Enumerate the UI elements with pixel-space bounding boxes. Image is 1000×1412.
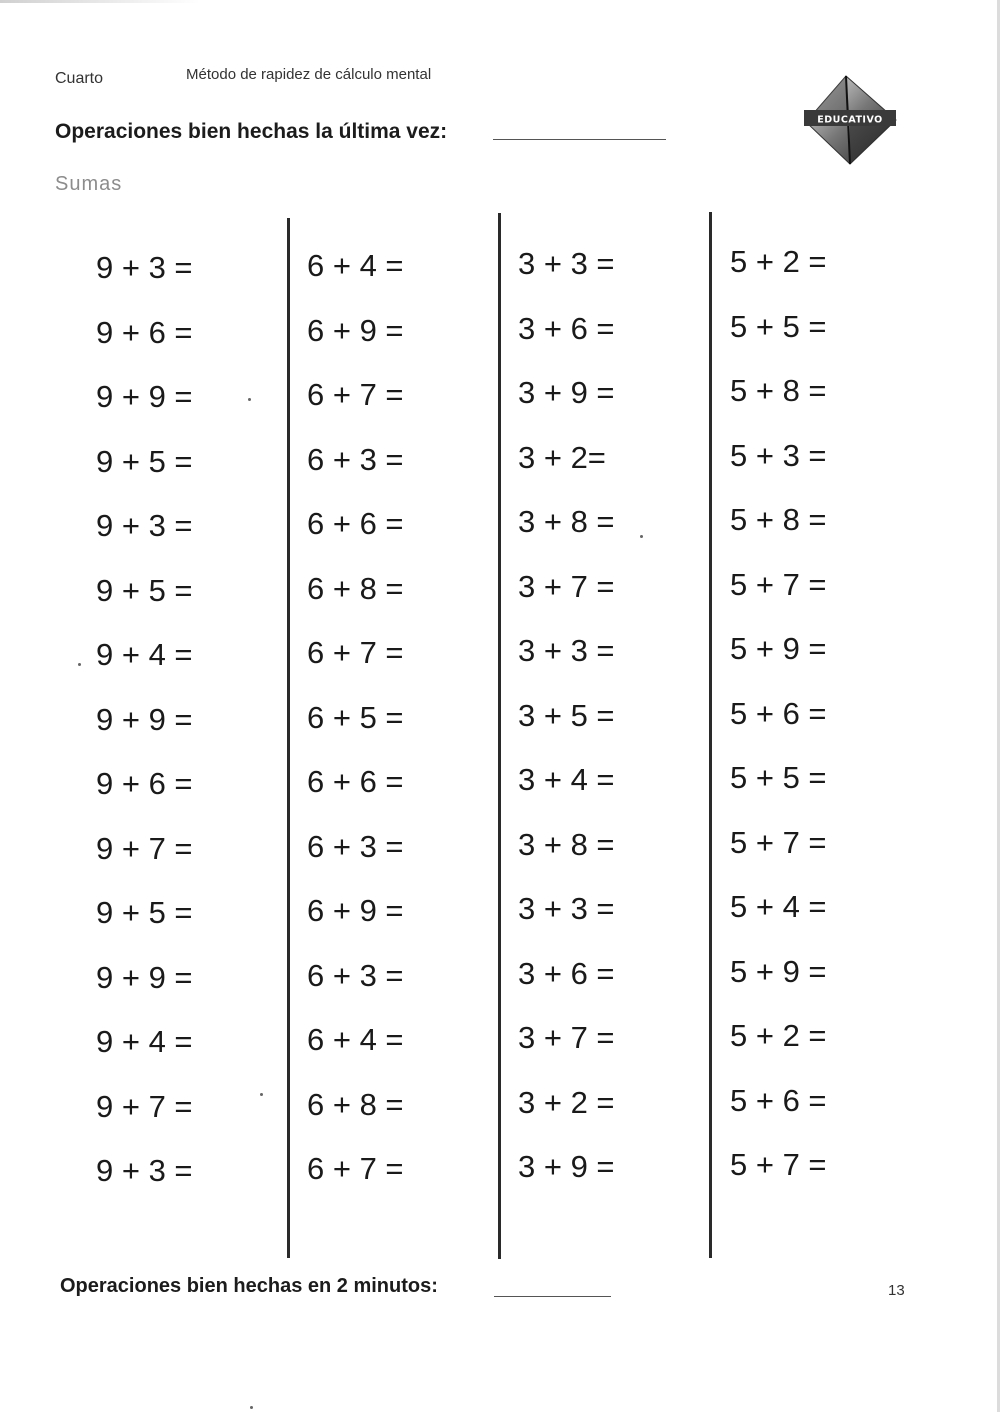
addition-column-sixes bbox=[307, 246, 404, 1214]
addition-problem: 9 + 3 = bbox=[96, 508, 193, 543]
addition-problem: 9 + 7 = bbox=[96, 830, 193, 866]
addition-problem: 9 + 3 = bbox=[96, 250, 193, 285]
addition-problem: 5 + 2 = bbox=[730, 244, 827, 279]
scan-speck bbox=[250, 1406, 253, 1409]
addition-problem: 3 + 9 = bbox=[518, 375, 615, 410]
addition-problem: 6 + 7 = bbox=[307, 635, 404, 670]
addition-problem: 9 + 9 = bbox=[96, 379, 193, 414]
addition-problem: 5 + 8 = bbox=[730, 373, 827, 408]
addition-problem: 6 + 8 = bbox=[307, 570, 404, 606]
addition-problem: 9 + 9 = bbox=[96, 959, 193, 995]
column-divider bbox=[498, 213, 501, 1259]
addition-problem: 6 + 4 = bbox=[307, 1022, 404, 1057]
addition-problem: 5 + 3 = bbox=[730, 437, 827, 473]
scan-speck bbox=[78, 663, 81, 666]
addition-problem: 6 + 4 = bbox=[307, 248, 404, 283]
addition-problem: 5 + 6 = bbox=[730, 1082, 827, 1118]
addition-problem: 6 + 3 = bbox=[307, 828, 404, 864]
page-number: 13 bbox=[888, 1282, 905, 1299]
addition-problem: 3 + 8 = bbox=[518, 504, 615, 539]
addition-problem: 3 + 3 = bbox=[518, 246, 615, 281]
addition-problem: 3 + 3 = bbox=[518, 633, 615, 668]
addition-problem: 5 + 4 = bbox=[730, 889, 827, 924]
scan-speck bbox=[640, 535, 643, 538]
section-title: Sumas bbox=[55, 173, 123, 195]
addition-problem: 5 + 2 = bbox=[730, 1018, 827, 1053]
addition-problem: 9 + 6 = bbox=[96, 766, 193, 801]
addition-problem: 9 + 4 = bbox=[96, 637, 193, 672]
course-level: Cuarto bbox=[55, 70, 104, 87]
addition-problem: 6 + 8 = bbox=[307, 1086, 404, 1122]
addition-problem: 6 + 6 = bbox=[307, 506, 404, 541]
addition-problem: 9 + 6 = bbox=[96, 314, 193, 350]
addition-problem: 3 + 3 = bbox=[518, 891, 615, 926]
addition-problem: 6 + 5 = bbox=[307, 699, 404, 735]
addition-problem: 5 + 7 = bbox=[730, 1147, 827, 1182]
addition-column-threes bbox=[518, 244, 615, 1212]
addition-problem: 3 + 9 = bbox=[518, 1149, 615, 1184]
addition-problem: 5 + 7 = bbox=[730, 566, 827, 602]
addition-problem: 9 + 3 = bbox=[96, 1153, 193, 1188]
addition-problem: 3 + 4 = bbox=[518, 762, 615, 797]
addition-problem: 5 + 9 = bbox=[730, 631, 827, 666]
addition-problem: 5 + 5 = bbox=[730, 308, 827, 344]
addition-problem: 3 + 7 = bbox=[518, 1020, 615, 1055]
addition-problem: 5 + 5 = bbox=[730, 760, 827, 795]
two-minute-result-label: Operaciones bien hechas en 2 minutos: bbox=[60, 1275, 438, 1297]
addition-problem: 3 + 7 = bbox=[518, 568, 615, 604]
addition-problem: 5 + 8 = bbox=[730, 502, 827, 537]
addition-problem: 9 + 4 = bbox=[96, 1024, 193, 1059]
addition-problem: 5 + 9 = bbox=[730, 953, 827, 989]
addition-problem: 3 + 5 = bbox=[518, 697, 615, 733]
addition-problem: 9 + 5 = bbox=[96, 895, 193, 930]
method-title: Método de rapidez de cálculo mental bbox=[186, 66, 432, 83]
addition-problem: 5 + 7 = bbox=[730, 824, 827, 860]
addition-problem: 9 + 9 = bbox=[96, 701, 193, 737]
addition-problem: 9 + 7 = bbox=[96, 1088, 193, 1124]
addition-problem: 3 + 8 = bbox=[518, 826, 615, 862]
addition-problem: 5 + 6 = bbox=[730, 695, 827, 731]
addition-problem: 6 + 7 = bbox=[307, 377, 404, 412]
addition-problem: 3 + 6 = bbox=[518, 310, 615, 346]
scan-speck bbox=[248, 398, 251, 401]
addition-problem: 3 + 6 = bbox=[518, 955, 615, 991]
addition-problem: 9 + 5 = bbox=[96, 572, 193, 608]
addition-problem: 6 + 3 = bbox=[307, 957, 404, 993]
scan-speck bbox=[260, 1093, 263, 1096]
addition-problem: 6 + 9 = bbox=[307, 893, 404, 928]
addition-problem: 6 + 3 = bbox=[307, 441, 404, 477]
addition-problem: 9 + 5 = bbox=[96, 443, 193, 479]
addition-problem: 6 + 9 = bbox=[307, 312, 404, 348]
addition-problem: 6 + 6 = bbox=[307, 764, 404, 799]
svg-text:EDUCATIVO: EDUCATIVO bbox=[817, 114, 883, 126]
addition-column-fives bbox=[730, 242, 827, 1210]
addition-problem: 3 + 2 = bbox=[518, 1084, 615, 1120]
publisher-logo-icon bbox=[800, 72, 900, 168]
two-minute-answer-blank[interactable] bbox=[494, 1296, 611, 1297]
scan-top-shadow bbox=[0, 0, 200, 3]
addition-column-nines bbox=[96, 248, 193, 1216]
column-divider bbox=[287, 218, 290, 1258]
addition-problem: 3 + 2= bbox=[518, 439, 606, 475]
column-divider bbox=[709, 212, 712, 1258]
last-time-label: Operaciones bien hechas la última vez: bbox=[55, 120, 448, 143]
last-time-answer-blank[interactable] bbox=[493, 139, 666, 140]
addition-problem: 6 + 7 = bbox=[307, 1151, 404, 1186]
